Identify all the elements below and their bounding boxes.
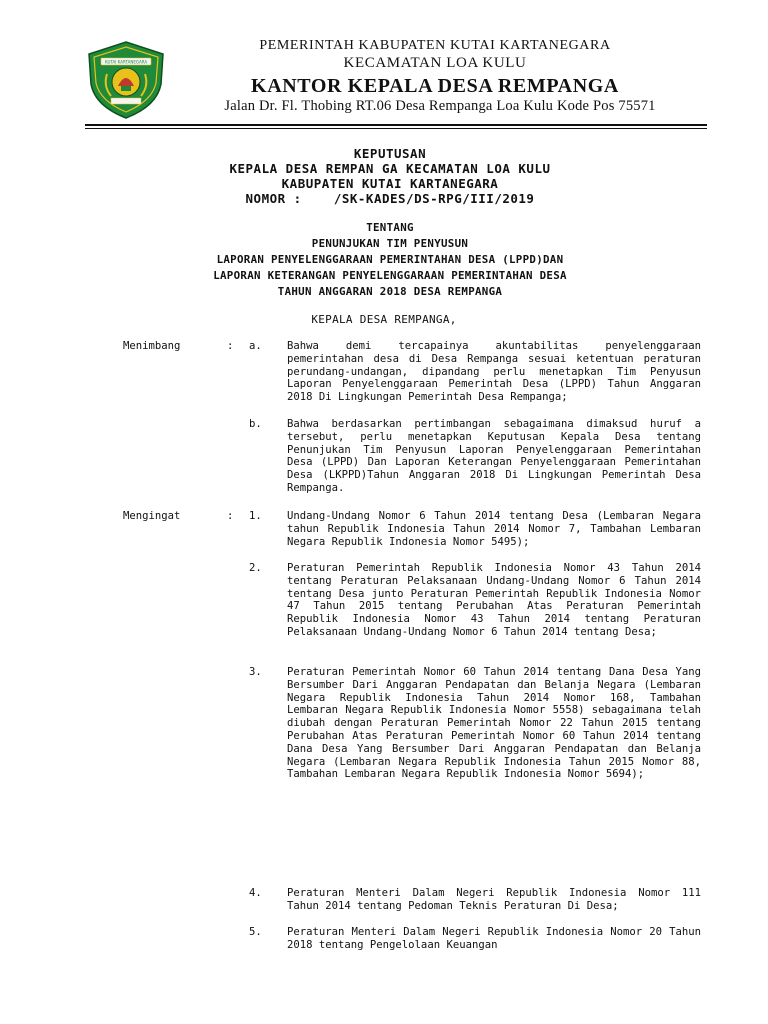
letterhead-district: KECAMATAN LOA KULU xyxy=(343,55,527,71)
letterhead xyxy=(170,38,700,98)
letterhead-government: PEMERINTAH KABUPATEN KUTAI KARTANEGARA xyxy=(259,38,611,53)
letterhead-rule-thick xyxy=(85,124,707,126)
subject-tentang: TENTANG xyxy=(366,221,414,234)
decision-line-2: KABUPATEN KUTAI KARTANEGARA xyxy=(281,176,499,191)
letterhead-address: Jalan Dr. Fl. Thobing RT.06 Desa Rempanga Loa Kulu Kode Pos 75571 xyxy=(224,98,656,114)
mengingat-label: Mengingat xyxy=(123,510,181,522)
mengingat-mark: 4. xyxy=(249,887,262,899)
subject-line-1: PENUNJUKAN TIM PENYUSUN xyxy=(311,237,469,250)
issuer-title: KEPALA DESA REMPANGA, xyxy=(311,313,457,326)
letterhead-rule-thin xyxy=(85,128,707,129)
mengingat-item: Peraturan Pemerintah Nomor 60 Tahun 2014 tentang Dana Desa Yang Bersumber Dari Anggaran Pendapatan dan Belanja Negara (Lembaran Negara Republik Indonesia Tahun 2014 Nomor 168, Tambahan Lembaran Negara Republik Indonesia Nomor 5558) sebagaimana telah diubah dengan Peraturan Pemerintah Nomor 22 Tahun 2015 tentang Perubahan Atas Peraturan Pemerintah Nomor 60 Tahun 2014 tentang Dana Desa Yang Bersumber Dari Anggaran Pendapatan dan Belanja Negara (Lembaran Negara Republik Indonesia Tahun 2015 Nomor 88, Tambahan Lembaran Negara Republik Indonesia Nomor 5694); xyxy=(287,666,701,781)
subject-line-2: LAPORAN PENYELENGGARAAN PEMERINTAHAN DESA (LPPD)DAN xyxy=(216,253,564,266)
mengingat-colon: : xyxy=(227,510,234,522)
mengingat-item: Peraturan Menteri Dalam Negeri Republik Indonesia Nomor 20 Tahun 2018 tentang Pengelolaan Keuangan xyxy=(287,926,701,951)
mengingat-mark: 2. xyxy=(249,562,262,574)
mengingat-item: Peraturan Menteri Dalam Negeri Republik Indonesia Nomor 111 Tahun 2014 tentang Pedoman Teknis Peraturan Di Desa; xyxy=(287,887,701,912)
regency-emblem-icon xyxy=(85,40,167,120)
menimbang-item: Bahwa demi tercapainya akuntabilitas penyelenggaraan pemerintahan desa di Desa Rempanga sesuai ketentuan peraturan perundang-undangan, dipandang perlu menetapkan Tim Penyusun Laporan Penyelenggaraan Pemerintah Desa (LPPD) Tahun Anggaran 2018 Di Lingkungan Pemerintah Desa Rempanga; xyxy=(287,340,701,404)
svg-text:KUTAI KARTANEGARA: KUTAI KARTANEGARA xyxy=(104,59,148,65)
menimbang-mark: b. xyxy=(249,418,262,430)
letterhead-office: KANTOR KEPALA DESA REMPANGA xyxy=(251,75,619,97)
decision-heading xyxy=(100,146,680,206)
decision-line-1: KEPALA DESA REMPAN GA KECAMATAN LOA KULU xyxy=(229,161,551,176)
mengingat-mark: 5. xyxy=(249,926,262,938)
menimbang-colon: : xyxy=(227,340,234,352)
menimbang-label: Menimbang xyxy=(123,340,181,352)
subject-heading xyxy=(100,220,680,300)
mengingat-mark: 3. xyxy=(249,666,262,678)
menimbang-item: Bahwa berdasarkan pertimbangan sebagaimana dimaksud huruf a tersebut, perlu menetapkan Keputusan Kepala Desa tentang Penunjukan Tim Penyusun Laporan Penyelenggaraan Pemerintahan Desa (LPPD) Dan Laporan Keterangan Penyelenggaraan Pemerintahan Desa (LKPPD)Tahun Anggaran 2018 Di Lingkungan Pemerintah Desa Rempanga. xyxy=(287,418,701,494)
mengingat-mark: 1. xyxy=(249,510,262,522)
decision-number: NOMOR : /SK-KADES/DS-RPG/III/2019 xyxy=(245,191,535,206)
mengingat-item: Peraturan Pemerintah Republik Indonesia Nomor 43 Tahun 2014 tentang Peraturan Pelaksanaan Undang-Undang Nomor 6 Tahun 2014 tentang Desa junto Peraturan Pemerintah Republik Indonesia Nomor 47 Tahun 2015 tentang Perubahan Atas Peraturan Pemerintah Republik Indonesia Nomor 43 Tahun 2014 tentang Peraturan Pelaksanaan Undang-Undang Nomor 6 Tahun 2014 tentang Desa; xyxy=(287,562,701,638)
mengingat-item: Undang-Undang Nomor 6 Tahun 2014 tentang Desa (Lembaran Negara tahun Republik Indonesia Tahun 2014 Nomor 7, Tambahan Lembaran Negara Republik Indonesia Nomor 5495); xyxy=(287,510,701,548)
menimbang-mark: a. xyxy=(249,340,262,352)
subject-line-3: LAPORAN KETERANGAN PENYELENGGARAAN PEMERINTAHAN DESA xyxy=(213,269,567,282)
subject-line-4: TAHUN ANGGARAN 2018 DESA REMPANGA xyxy=(277,285,503,298)
decision-title: KEPUTUSAN xyxy=(353,146,427,161)
